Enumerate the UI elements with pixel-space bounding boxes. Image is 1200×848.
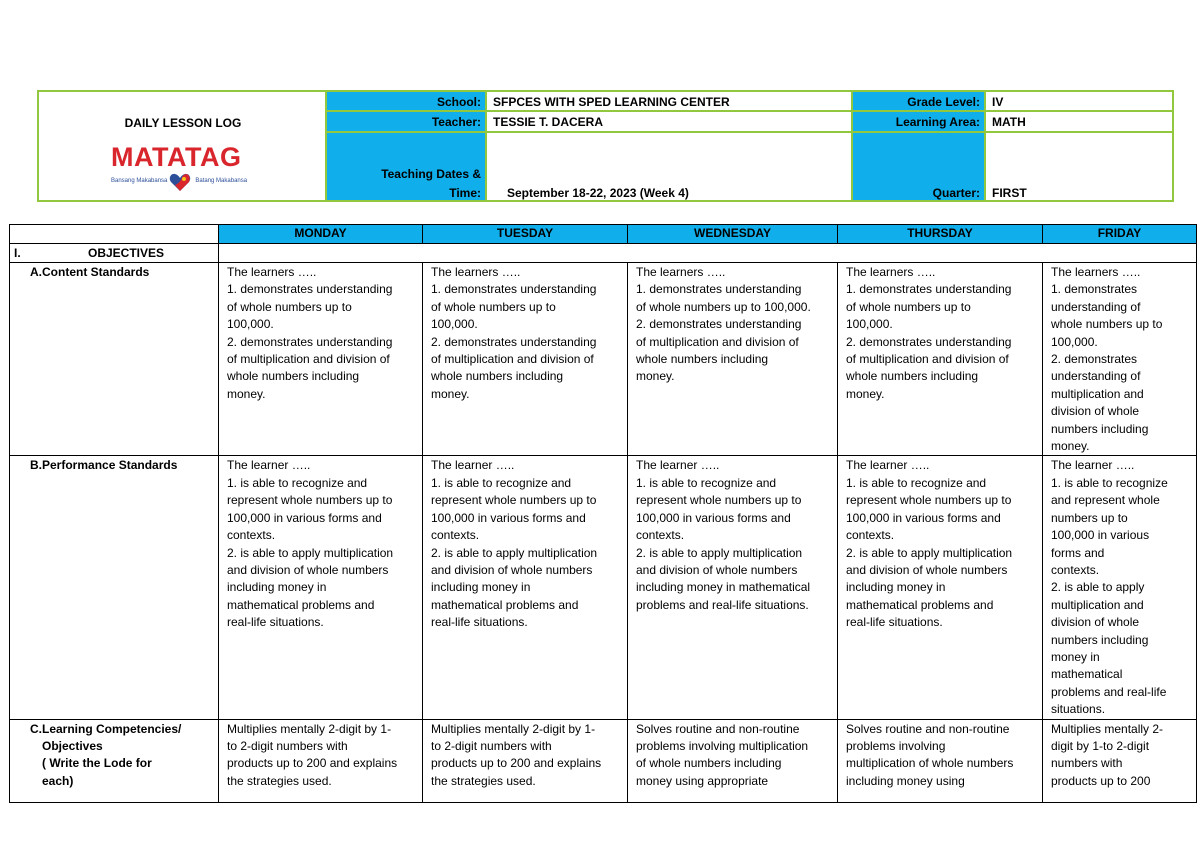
- cell-line: problems and real-life situations.: [636, 597, 809, 612]
- cell-line: real-life situations.: [846, 615, 943, 630]
- cell-line: represent whole numbers up to: [431, 493, 597, 508]
- cell-line: products up to 200 and explains: [431, 756, 602, 771]
- cell-line: problems involving multiplication: [636, 738, 809, 753]
- cell-line: of whole numbers up to: [431, 299, 556, 314]
- performance-standards-tuesday: [423, 456, 628, 719]
- cell-line: digit by 1-to 2-digit: [1051, 738, 1150, 753]
- cell-lines: [227, 721, 416, 791]
- cell-line: numbers including: [1051, 632, 1149, 647]
- cell-line: 1. demonstrates: [1051, 282, 1138, 297]
- cell-line: ( Write the Lode for: [42, 756, 152, 771]
- quarter-label-cell: [851, 131, 986, 202]
- performance-standards-row: [10, 456, 1197, 719]
- cell-line: represent whole numbers up to: [636, 493, 802, 508]
- cell-line: Solves routine and non-routine: [846, 721, 1010, 736]
- day-header-thursday: THURSDAY: [838, 225, 1043, 244]
- cell-line: money.: [846, 386, 885, 401]
- objectives-label: OBJECTIVES: [88, 246, 165, 260]
- cell-line: Learning Competencies/: [42, 721, 182, 736]
- cell-line: whole numbers including: [846, 369, 979, 384]
- content-standards-letter: A.: [30, 265, 42, 279]
- learning-competencies-tuesday: [423, 719, 628, 802]
- cell-line: and represent whole: [1051, 493, 1160, 508]
- grade-level-value: IV: [984, 90, 1174, 112]
- cell-lines: [636, 457, 831, 614]
- cell-line: and division of whole numbers: [431, 562, 593, 577]
- cell-line: of multiplication and division of: [227, 352, 390, 367]
- cell-line: Solves routine and non-routine: [636, 721, 800, 736]
- cell-line: 2. is able to apply multiplication: [227, 545, 394, 560]
- quarter-cell: [984, 131, 1174, 202]
- cell-line: contexts.: [1051, 562, 1100, 577]
- cell-line: of whole numbers including: [636, 756, 782, 771]
- cell-line: contexts.: [636, 528, 685, 543]
- cell-line: each): [42, 773, 74, 788]
- objectives-span-cell: [219, 244, 1197, 263]
- learning-competencies-row: [10, 719, 1197, 802]
- document-title: DAILY LESSON LOG: [124, 116, 242, 130]
- cell-line: situations.: [1051, 702, 1106, 717]
- cell-lines: [431, 721, 621, 791]
- objectives-number: I.: [14, 246, 21, 260]
- cell-line: The learners …..: [1051, 265, 1141, 279]
- cell-line: and division of whole numbers: [636, 562, 798, 577]
- cell-line: 100,000.: [1051, 334, 1098, 349]
- performance-standards-letter: B.: [30, 458, 42, 473]
- cell-line: 1. demonstrates understanding: [636, 282, 802, 297]
- cell-line: Objectives: [42, 738, 103, 753]
- cell-lines: [846, 457, 1036, 631]
- teacher-label: Teacher:: [325, 110, 487, 133]
- logo-tagline-left: Bansang Makabansa: [111, 178, 168, 184]
- content-standards-row: [10, 263, 1197, 456]
- cell-line: division of whole: [1051, 404, 1140, 419]
- cell-line: 2. demonstrates understanding: [227, 334, 393, 349]
- performance-standards-friday: [1043, 456, 1197, 719]
- learning-competencies-thursday: [838, 719, 1043, 802]
- cell-line: The learners …..: [431, 265, 521, 279]
- logo-tagline-right: Batang Makabansa: [195, 178, 248, 184]
- cell-line: of multiplication and division of: [846, 352, 1009, 367]
- quarter-value: FIRST: [992, 186, 1027, 200]
- cell-line: of whole numbers up to 100,000.: [636, 299, 811, 314]
- grade-level-label: Grade Level:: [851, 90, 986, 112]
- cell-line: 2. demonstrates understanding: [431, 334, 597, 349]
- cell-line: division of whole: [1051, 615, 1140, 630]
- cell-line: problems involving: [846, 738, 946, 753]
- cell-line: including money in: [431, 580, 531, 595]
- cell-line: understanding of: [1051, 299, 1141, 314]
- cell-line: The learner …..: [227, 458, 311, 473]
- cell-line: whole numbers including: [636, 352, 769, 367]
- cell-line: including money in: [846, 580, 946, 595]
- learning-competencies-letter: C.: [30, 721, 42, 736]
- corner-cell: [10, 225, 219, 244]
- cell-line: 1. is able to recognize and: [846, 475, 987, 490]
- day-header-friday: FRIDAY: [1043, 225, 1197, 244]
- cell-line: problems and real-life: [1051, 684, 1167, 699]
- performance-standards-label: Performance Standards: [42, 458, 178, 473]
- cell-line: products up to 200: [1051, 773, 1151, 788]
- cell-line: money.: [227, 386, 266, 401]
- teaching-dates-value: September 18-22, 2023 (Week 4): [507, 186, 689, 200]
- cell-line: of multiplication and division of: [431, 352, 594, 367]
- objectives-label-cell: [10, 244, 219, 263]
- cell-line: Multiplies mentally 2-digit by 1-: [431, 721, 596, 736]
- cell-line: contexts.: [227, 528, 276, 543]
- cell-line: forms and: [1051, 545, 1105, 560]
- cell-line: 100,000 in various forms and: [636, 510, 791, 525]
- lesson-log-table: [9, 224, 1197, 803]
- cell-line: money.: [1051, 439, 1090, 454]
- performance-standards-thursday: [838, 456, 1043, 719]
- cell-line: contexts.: [431, 528, 480, 543]
- cell-line: numbers including: [1051, 421, 1149, 436]
- logo-wordmark: MATATAG: [111, 142, 242, 172]
- cell-line: 2. demonstrates: [1051, 352, 1138, 367]
- cell-line: real-life situations.: [227, 615, 324, 630]
- cell-line: 1. is able to recognize: [1051, 475, 1168, 490]
- cell-lines: [1051, 457, 1190, 718]
- learning-competencies-wednesday: [628, 719, 838, 802]
- learning-competencies-label-cell: [10, 719, 219, 802]
- cell-line: mathematical problems and: [431, 597, 579, 612]
- cell-line: to 2-digit numbers with: [431, 738, 552, 753]
- school-value: SFPCES WITH SPED LEARNING CENTER: [485, 90, 853, 112]
- logo-tagline: [111, 178, 247, 184]
- content-standards-label-cell: [10, 263, 219, 456]
- cell-line: the strategies used.: [227, 773, 332, 788]
- cell-line: multiplication of whole numbers: [846, 756, 1014, 771]
- performance-standards-label-cell: [10, 456, 219, 719]
- cell-line: 1. demonstrates understanding: [846, 282, 1012, 297]
- cell-line: mathematical problems and: [846, 597, 994, 612]
- cell-line: 2. is able to apply multiplication: [846, 545, 1013, 560]
- cell-line: money in: [1051, 649, 1100, 664]
- cell-line: 100,000.: [431, 317, 478, 332]
- cell-line: 100,000.: [846, 317, 893, 332]
- cell-line: 2. is able to apply multiplication: [636, 545, 803, 560]
- day-header-tuesday: TUESDAY: [423, 225, 628, 244]
- cell-line: 2. demonstrates understanding: [846, 334, 1012, 349]
- content-standards-thursday: [838, 263, 1043, 456]
- learning-competencies-friday: [1043, 719, 1197, 802]
- cell-line: 1. is able to recognize and: [227, 475, 368, 490]
- cell-line: The learner …..: [431, 458, 515, 473]
- performance-standards-wednesday: [628, 456, 838, 719]
- quarter-label: Quarter:: [932, 186, 980, 200]
- cell-line: to 2-digit numbers with: [227, 738, 348, 753]
- teacher-value: TESSIE T. DACERA: [485, 110, 853, 133]
- learning-competencies-monday: [219, 719, 423, 802]
- cell-lines: [1051, 721, 1190, 791]
- learning-area-label: Learning Area:: [851, 110, 986, 133]
- day-header-monday: MONDAY: [219, 225, 423, 244]
- cell-line: understanding of: [1051, 369, 1141, 384]
- day-header-wednesday: WEDNESDAY: [628, 225, 838, 244]
- cell-line: 100,000 in various forms and: [227, 510, 382, 525]
- cell-line: multiplication and: [1051, 386, 1144, 401]
- cell-line: contexts.: [846, 528, 895, 543]
- learning-area-value: MATH: [984, 110, 1174, 133]
- cell-line: real-life situations.: [431, 615, 528, 630]
- cell-line: products up to 200 and explains: [227, 756, 398, 771]
- cell-line: The learners …..: [227, 265, 317, 279]
- cell-line: represent whole numbers up to: [227, 493, 393, 508]
- cell-line: The learner …..: [846, 458, 930, 473]
- content-standards-label: Content Standards: [42, 265, 150, 279]
- school-label: School:: [325, 90, 487, 112]
- cell-line: money using appropriate: [636, 773, 769, 788]
- cell-line: Multiplies mentally 2-: [1051, 721, 1164, 736]
- cell-line: mathematical problems and: [227, 597, 375, 612]
- cell-line: money.: [431, 386, 470, 401]
- cell-line: the strategies used.: [431, 773, 536, 788]
- teaching-dates-cell: [485, 131, 853, 202]
- cell-line: and division of whole numbers: [227, 562, 389, 577]
- cell-lines: [636, 264, 831, 386]
- cell-line: whole numbers up to: [1051, 317, 1163, 332]
- cell-line: multiplication and: [1051, 597, 1144, 612]
- cell-line: including money in mathematical: [636, 580, 811, 595]
- content-standards-tuesday: [423, 263, 628, 456]
- cell-line: 100,000 in various: [1051, 528, 1150, 543]
- cell-line: and division of whole numbers: [846, 562, 1008, 577]
- cell-lines: [636, 721, 831, 791]
- cell-line: 2. is able to apply multiplication: [431, 545, 598, 560]
- cell-line: including money using: [846, 773, 965, 788]
- cell-line: numbers up to: [1051, 510, 1128, 525]
- cell-line: 100,000 in various forms and: [846, 510, 1001, 525]
- day-header-row: [10, 225, 1197, 244]
- cell-line: represent whole numbers up to: [846, 493, 1012, 508]
- cell-line: 100,000 in various forms and: [431, 510, 586, 525]
- cell-line: whole numbers including: [227, 369, 360, 384]
- cell-lines: [227, 264, 416, 403]
- cell-lines: [431, 264, 621, 403]
- teaching-dates-label-line1: Teaching Dates &: [381, 167, 481, 181]
- cell-lines: [846, 721, 1036, 791]
- cell-line: 1. demonstrates understanding: [431, 282, 597, 297]
- cell-line: of whole numbers up to: [846, 299, 971, 314]
- learning-competencies-label: [38, 721, 218, 791]
- matatag-logo: [107, 144, 257, 194]
- cell-line: mathematical: [1051, 667, 1123, 682]
- cell-line: 1. is able to recognize and: [431, 475, 572, 490]
- content-standards-friday: [1043, 263, 1197, 456]
- content-standards-monday: [219, 263, 423, 456]
- cell-line: The learners …..: [846, 265, 936, 279]
- cell-line: 2. is able to apply: [1051, 580, 1145, 595]
- cell-line: 2. demonstrates understanding: [636, 317, 802, 332]
- cell-lines: [431, 457, 621, 631]
- objectives-row: [10, 244, 1197, 263]
- cell-line: of multiplication and division of: [636, 334, 799, 349]
- cell-line: The learner …..: [636, 458, 720, 473]
- cell-line: numbers with: [1051, 756, 1123, 771]
- cell-lines: [1051, 264, 1190, 455]
- teaching-dates-label-line2: Time:: [449, 186, 481, 200]
- cell-line: 1. is able to recognize and: [636, 475, 777, 490]
- cell-line: 1. demonstrates understanding: [227, 282, 393, 297]
- content-standards-wednesday: [628, 263, 838, 456]
- cell-line: money.: [636, 369, 675, 384]
- performance-standards-monday: [219, 456, 423, 719]
- teaching-dates-label: [325, 131, 487, 202]
- cell-line: including money in: [227, 580, 327, 595]
- cell-lines: [846, 264, 1036, 403]
- cell-line: whole numbers including: [431, 369, 564, 384]
- cell-line: of whole numbers up to: [227, 299, 352, 314]
- cell-line: The learner …..: [1051, 458, 1135, 473]
- cell-lines: [227, 457, 416, 631]
- cell-line: 100,000.: [227, 317, 274, 332]
- cell-line: The learners …..: [636, 265, 726, 279]
- cell-line: Multiplies mentally 2-digit by 1-: [227, 721, 392, 736]
